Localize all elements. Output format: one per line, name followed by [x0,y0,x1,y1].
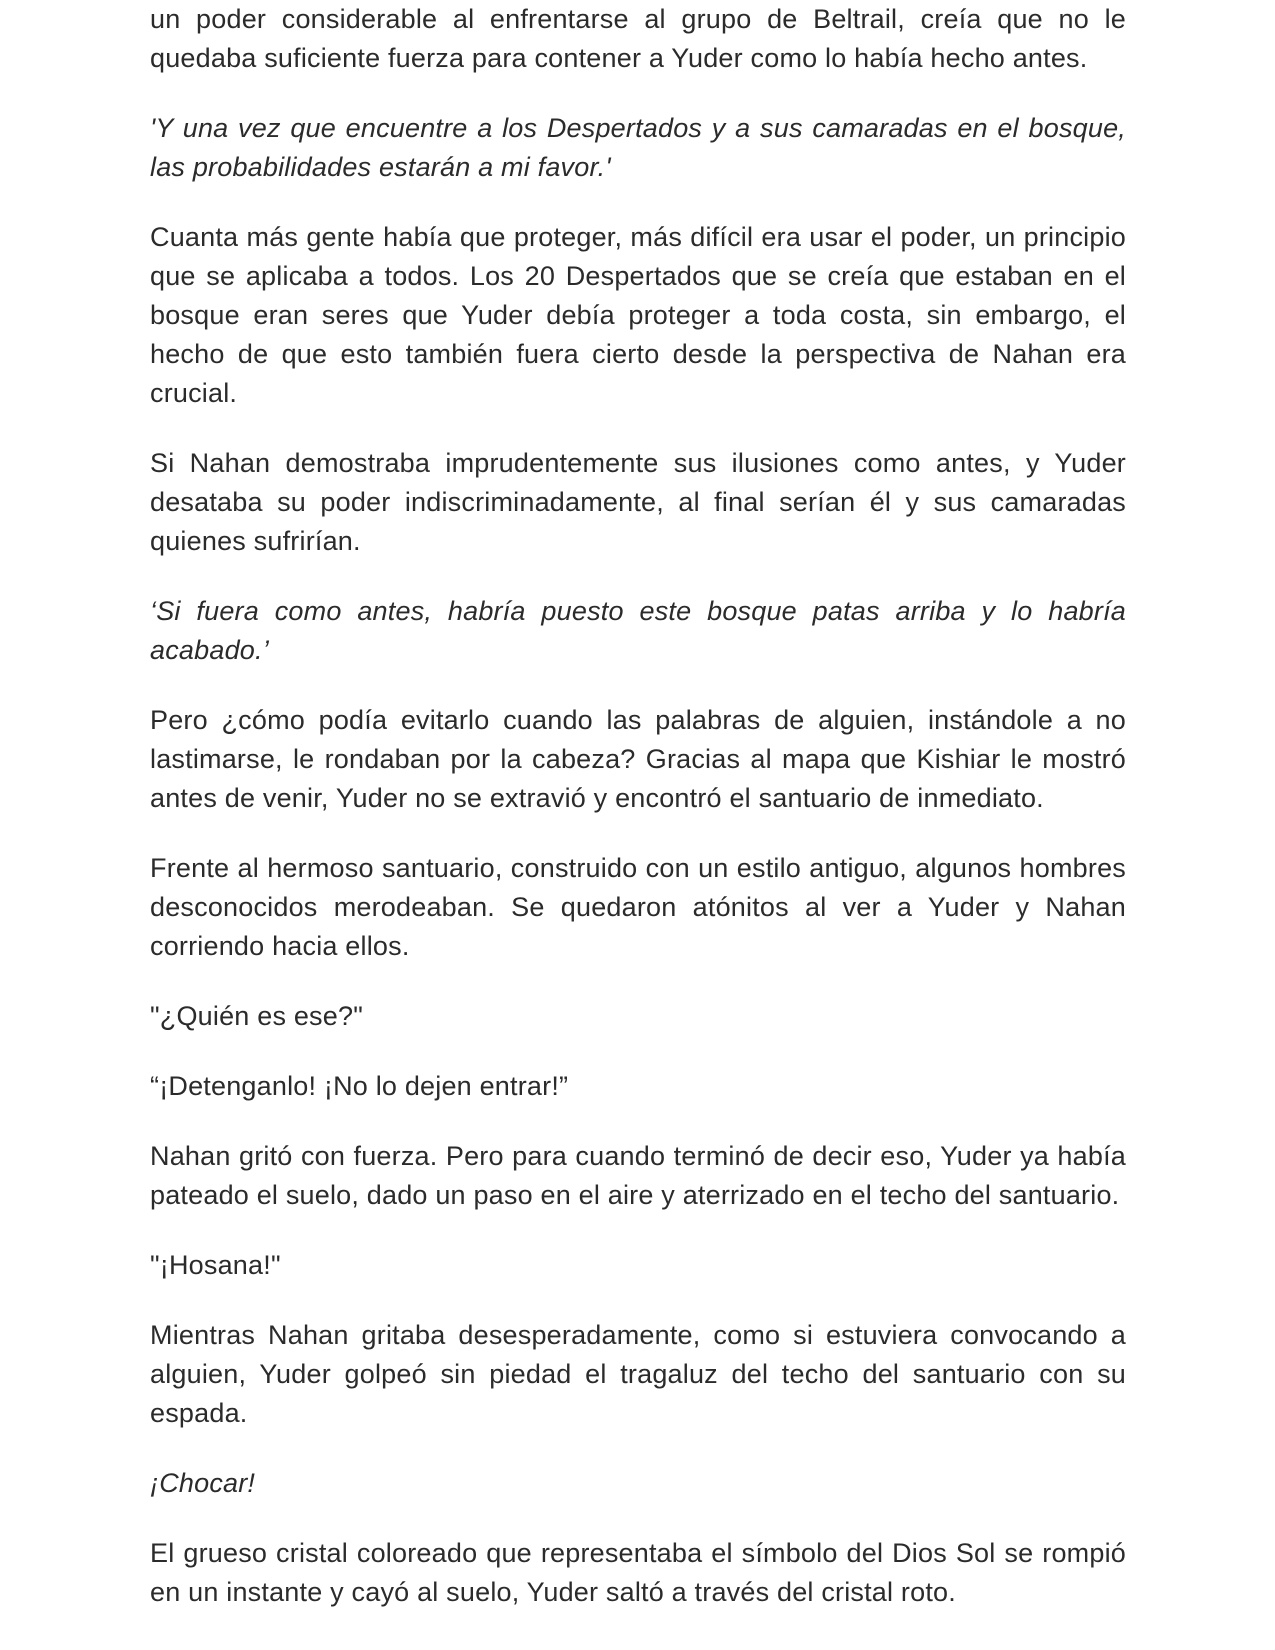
paragraph: Frente al hermoso santuario, construido con un estilo antiguo, algunos hombres desconocidos merodeaban. Se quedaron atónitos al ver a Yuder y Nahan corriendo hacia ellos. [150,853,1126,961]
dialogue-line: "¿Quién es ese?" [150,1001,363,1031]
paragraph-inner-thought: ‘Si fuera como antes, habría puesto este bosque patas arriba y lo habría acabado.’ [150,596,1126,665]
document-page [150,0,1126,1643]
dialogue-line: “¡Detenganlo! ¡No lo dejen entrar!” [150,1071,569,1101]
paragraph: Pero ¿cómo podía evitarlo cuando las palabras de alguien, instándole a no lastimarse, le rondaban por la cabeza? Gracias al mapa que Kishiar le mostró antes de venir, Yuder no se extravió y encontró el santuario de inmediato. [150,705,1126,813]
paragraph: Nahan gritó con fuerza. Pero para cuando terminó de decir eso, Yuder ya había pateado el suelo, dado un paso en el aire y aterrizado en el techo del santuario. [150,1141,1126,1210]
paragraph-inner-thought: 'Y una vez que encuentre a los Despertados y a sus camaradas en el bosque, las probabilidades estarán a mi favor.' [150,113,1126,182]
paragraph: El grueso cristal coloreado que representaba el símbolo del Dios Sol se rompió en un instante y cayó al suelo, Yuder saltó a través del cristal roto. [150,1538,1126,1607]
paragraph: Si Nahan demostraba imprudentemente sus ilusiones como antes, y Yuder desataba su poder indiscriminadamente, al final serían él y sus camaradas quienes sufrirían. [150,448,1126,556]
paragraph: Cuanta más gente había que proteger, más difícil era usar el poder, un principio que se aplicaba a todos. Los 20 Despertados que se creía que estaban en el bosque eran seres que Yuder debía proteger a toda costa, sin embargo, el hecho de que esto también fuera cierto desde la perspectiva de Nahan era crucial. [150,222,1126,408]
paragraph: un poder considerable al enfrentarse al grupo de Beltrail, creía que no le quedaba suficiente fuerza para contener a Yuder como lo había hecho antes. [150,4,1126,73]
sound-effect: ¡Chocar! [150,1468,256,1498]
dialogue-line: "¡Hosana!" [150,1250,281,1280]
paragraph: Mientras Nahan gritaba desesperadamente, como si estuviera convocando a alguien, Yuder golpeó sin piedad el tragaluz del techo del santuario con su espada. [150,1320,1126,1428]
